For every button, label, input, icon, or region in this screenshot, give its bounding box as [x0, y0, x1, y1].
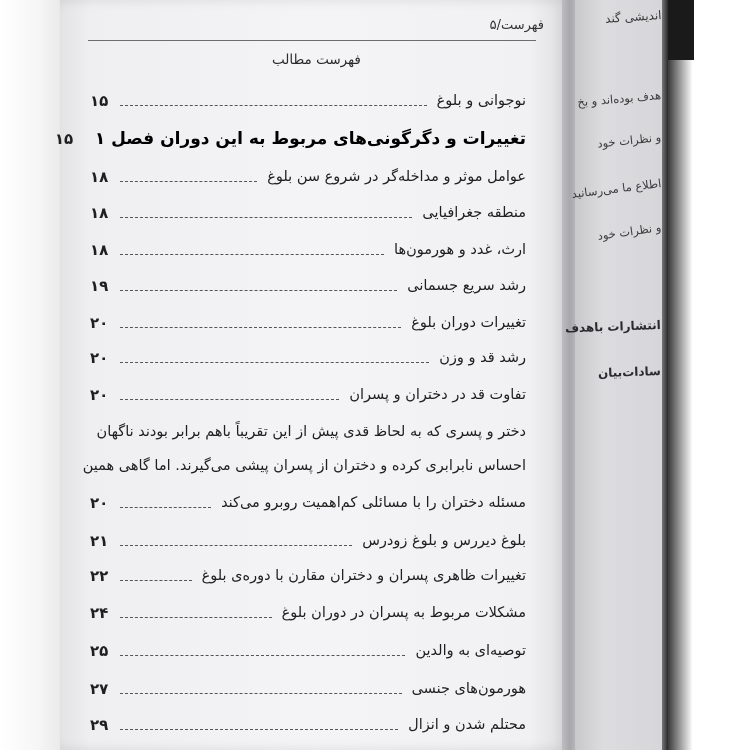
- leader-dashes: [120, 399, 339, 400]
- next-page-line: و نظرات خود: [596, 220, 662, 243]
- leader-dashes: [120, 617, 272, 618]
- leader-dashes: [120, 362, 429, 363]
- leader-dashes: [120, 254, 384, 255]
- toc-entry-page: ۲۰: [90, 314, 109, 332]
- toc-entry-title: منطقه جغرافیایی: [422, 205, 526, 221]
- next-page-line: انتشارات باهدف: [565, 318, 662, 336]
- background-left: [0, 0, 62, 750]
- toc-title: فهرست مطالب: [272, 52, 361, 68]
- toc-entry-page: ۲۰: [90, 494, 109, 512]
- toc-entry-page: ۱۸: [90, 168, 109, 186]
- toc-entry-title: رشد قد و وزن: [439, 350, 526, 366]
- leader-dashes: [120, 545, 352, 546]
- toc-entry-page: ۱۵: [54, 130, 74, 148]
- toc-chapter-entry: [54, 126, 526, 152]
- toc-entry-title: تفاوت قد در دختران و پسران: [349, 387, 526, 403]
- header-rule: [88, 40, 536, 41]
- toc-entry-title: تغییرات و دگرگونی‌های مربوط به این دوران فصل ۱: [94, 129, 526, 149]
- leader-dashes: [120, 693, 402, 694]
- toc-entry: [90, 273, 526, 299]
- next-page-line: اطلاع ما می‌رسانید: [570, 176, 662, 201]
- toc-entry: [90, 200, 526, 226]
- leader-dashes: [120, 655, 405, 656]
- leader-dashes: [120, 580, 192, 581]
- toc-entry-page: ۲۵: [90, 642, 109, 660]
- toc-entry-page: ۲۹: [90, 716, 109, 734]
- back-cover: [668, 0, 750, 750]
- toc-entry: [90, 237, 526, 263]
- toc-entry: [90, 676, 526, 702]
- toc-entry: [90, 490, 526, 516]
- toc-entry-page: ۱۸: [90, 204, 109, 222]
- toc-paragraph-line: دختر و پسری که به لحاظ قدی پیش از این تقریباً باهم برابر بودند ناگهان: [96, 424, 526, 440]
- toc-entry: [90, 345, 526, 371]
- leader-dashes: [120, 290, 397, 291]
- toc-entry: [90, 600, 526, 626]
- next-page-line: و نظرات خود: [596, 130, 662, 151]
- leader-dashes: [120, 729, 398, 730]
- toc-entry: [90, 528, 526, 554]
- toc-entry-title: رشد سریع جسمانی: [407, 278, 526, 294]
- toc-entry-page: ۲۱: [90, 532, 109, 550]
- leader-dashes: [120, 507, 211, 508]
- toc-entry-page: ۲۰: [90, 349, 109, 367]
- toc-entry-title: محتلم شدن و انزال: [408, 717, 526, 733]
- toc-entry-page: ۱۵: [90, 92, 109, 110]
- toc-entry-page: ۲۷: [90, 680, 109, 698]
- leader-dashes: [120, 217, 412, 218]
- next-page: [565, 0, 667, 750]
- cover-corner: [668, 0, 694, 60]
- toc-entry-title: مشکلات مربوط به پسران در دوران بلوغ: [281, 605, 526, 621]
- toc-entry: [90, 382, 526, 408]
- toc-entry-page: ۲۰: [90, 386, 109, 404]
- toc-entry-title: ارث، غدد و هورمون‌ها: [394, 242, 526, 258]
- toc-entry-title: تغییرات دوران بلوغ: [411, 315, 526, 331]
- leader-dashes: [120, 327, 401, 328]
- toc-entry: [90, 310, 526, 336]
- leader-dashes: [120, 105, 427, 106]
- toc-entry-title: توصیه‌ای به والدین: [415, 643, 526, 659]
- toc-entry: [90, 638, 526, 664]
- toc-entry: [90, 164, 526, 190]
- toc-entry-page: ۲۴: [90, 604, 109, 622]
- next-page-line: سادات‌بیان: [597, 364, 662, 381]
- toc-entry-title: مسئله دختران را با مسائلی کم‌اهمیت روبرو می‌کند: [221, 495, 526, 511]
- toc-entry: [90, 563, 526, 589]
- toc-entry: [90, 712, 526, 738]
- toc-entry-title: هورمون‌های جنسی: [411, 681, 526, 697]
- toc-entry-page: ۱۹: [90, 277, 109, 295]
- leader-dashes: [120, 181, 257, 182]
- toc-entry-title: عوامل موثر و مداخله‌گر در شروع سن بلوغ: [267, 169, 526, 185]
- running-header: فهرست/۵: [489, 18, 544, 33]
- toc-paragraph-line: احساس نابرابری کرده و دختران از پسران پیشی می‌گیرند. اما گاهی همین: [82, 458, 526, 474]
- toc-entry-title: نوجوانی و بلوغ: [436, 93, 526, 109]
- next-page-line: اندیشی گند: [604, 8, 662, 26]
- toc-entry: [90, 88, 526, 114]
- toc-entry-page: ۱۸: [90, 241, 109, 259]
- next-page-line: هدف بوده‌اند و بخ: [576, 88, 662, 110]
- toc-entry-title: تغییرات ظاهری پسران و دختران مقارن با دوره‌ی بلوغ: [201, 568, 526, 584]
- toc-entry-title: بلوغ دیررس و بلوغ زودرس: [362, 533, 526, 549]
- toc-entry-page: ۲۲: [90, 567, 109, 585]
